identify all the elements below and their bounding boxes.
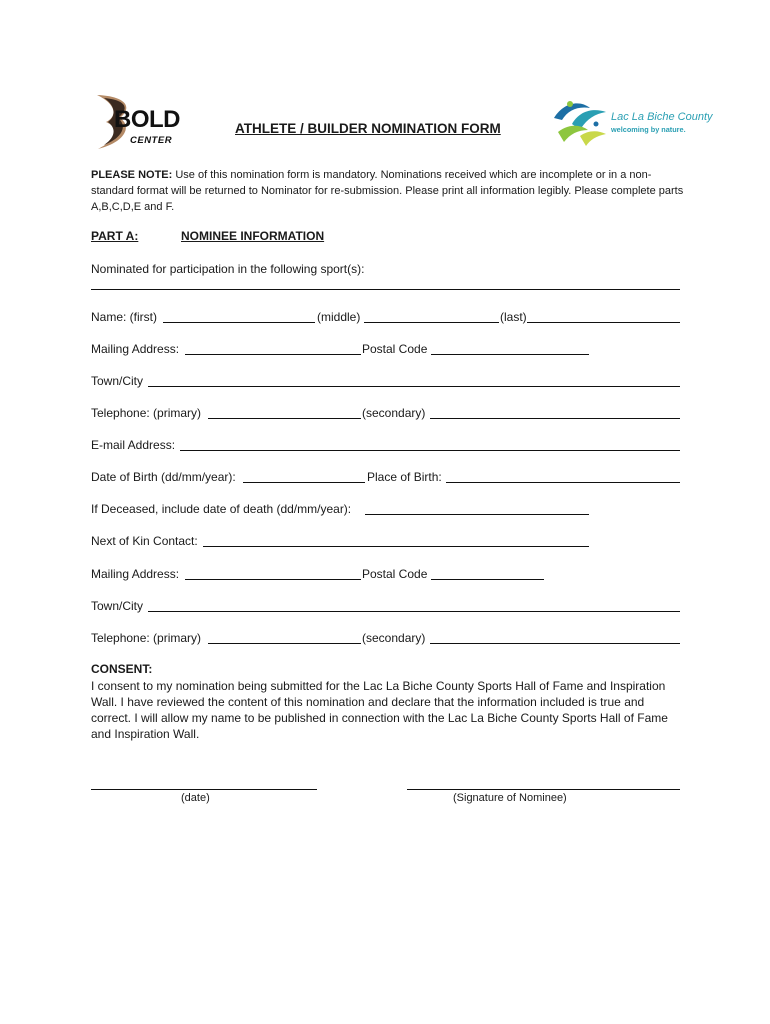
bold-center-logo [92, 92, 192, 152]
name-first-field[interactable] [163, 322, 315, 323]
email-label: E-mail Address: [91, 438, 176, 452]
town-city-label: Town/City [91, 374, 144, 388]
telephone-primary-field[interactable] [208, 418, 361, 419]
mailing-address-field[interactable] [185, 354, 361, 355]
llb-tagline: welcoming by nature. [611, 125, 686, 134]
town-city-2-label: Town/City [91, 599, 144, 613]
postal-code-label: Postal Code [362, 342, 428, 356]
telephone-secondary-2-label: (secondary) [362, 631, 426, 645]
dob-label: Date of Birth (dd/mm/year): [91, 470, 236, 484]
postal-code-2-field[interactable] [431, 579, 544, 580]
deceased-field[interactable] [365, 514, 589, 515]
deceased-label: If Deceased, include date of death (dd/mm/year): [91, 502, 352, 516]
bold-word: BOLD [114, 106, 180, 133]
part-a-label: PART A: [91, 229, 139, 243]
llb-leaf-icon [550, 98, 610, 148]
please-note-label: PLEASE NOTE: [91, 169, 173, 181]
telephone-primary-2-field[interactable] [208, 643, 361, 644]
email-field[interactable] [180, 450, 680, 451]
sport-label: Nominated for participation in the following sport(s): [91, 262, 365, 276]
telephone-secondary-field[interactable] [430, 418, 680, 419]
next-of-kin-field[interactable] [203, 546, 589, 547]
date-field[interactable] [91, 789, 317, 790]
name-middle-label: (middle) [317, 310, 361, 324]
telephone-primary-2-label: Telephone: (primary) [91, 631, 202, 645]
telephone-primary-label: Telephone: (primary) [91, 406, 202, 420]
consent-heading: CONSENT: [91, 662, 153, 676]
town-city-2-field[interactable] [148, 611, 680, 612]
name-last-field[interactable] [527, 322, 680, 323]
postal-code-2-label: Postal Code [362, 567, 428, 581]
name-first-label: Name: (first) [91, 310, 157, 324]
form-title: ATHLETE / BUILDER NOMINATION FORM [235, 121, 501, 136]
mailing-address-label: Mailing Address: [91, 342, 180, 356]
mailing-address-2-field[interactable] [185, 579, 361, 580]
name-middle-field[interactable] [364, 322, 499, 323]
please-note-text: Use of this nomination form is mandatory. Nominations received which are incomplete or in a non-standard format will be returned to Nominator for re-submission. Please print all information legibly. Please complete parts A,B,C,D,E and F. [91, 169, 684, 213]
date-label: (date) [181, 792, 210, 804]
postal-code-field[interactable] [431, 354, 589, 355]
sport-field[interactable] [91, 289, 680, 290]
next-of-kin-label: Next of Kin Contact: [91, 534, 198, 548]
dob-field[interactable] [243, 482, 365, 483]
telephone-secondary-2-field[interactable] [430, 643, 680, 644]
town-city-field[interactable] [148, 386, 680, 387]
please-note [91, 167, 686, 215]
name-last-label: (last) [500, 310, 527, 324]
signature-label: (Signature of Nominee) [453, 792, 567, 804]
consent-text: I consent to my nomination being submitted for the Lac La Biche County Sports Hall of Fame and Inspiration Wall. I have reviewed the content of this nomination and declare that the information included is true and correct. I will allow my name to be published in connection with the Lac La Biche County Sports Hall of Fame and Inspiration Wall. [91, 679, 668, 741]
center-word: CENTER [130, 135, 173, 146]
place-of-birth-label: Place of Birth: [367, 470, 442, 484]
part-a-heading: NOMINEE INFORMATION [181, 229, 325, 243]
telephone-secondary-label: (secondary) [362, 406, 426, 420]
mailing-address-2-label: Mailing Address: [91, 567, 180, 581]
place-of-birth-field[interactable] [446, 482, 680, 483]
llb-name: Lac La Biche County [611, 111, 713, 123]
signature-field[interactable] [407, 789, 680, 790]
lac-la-biche-county-logo [550, 98, 713, 148]
